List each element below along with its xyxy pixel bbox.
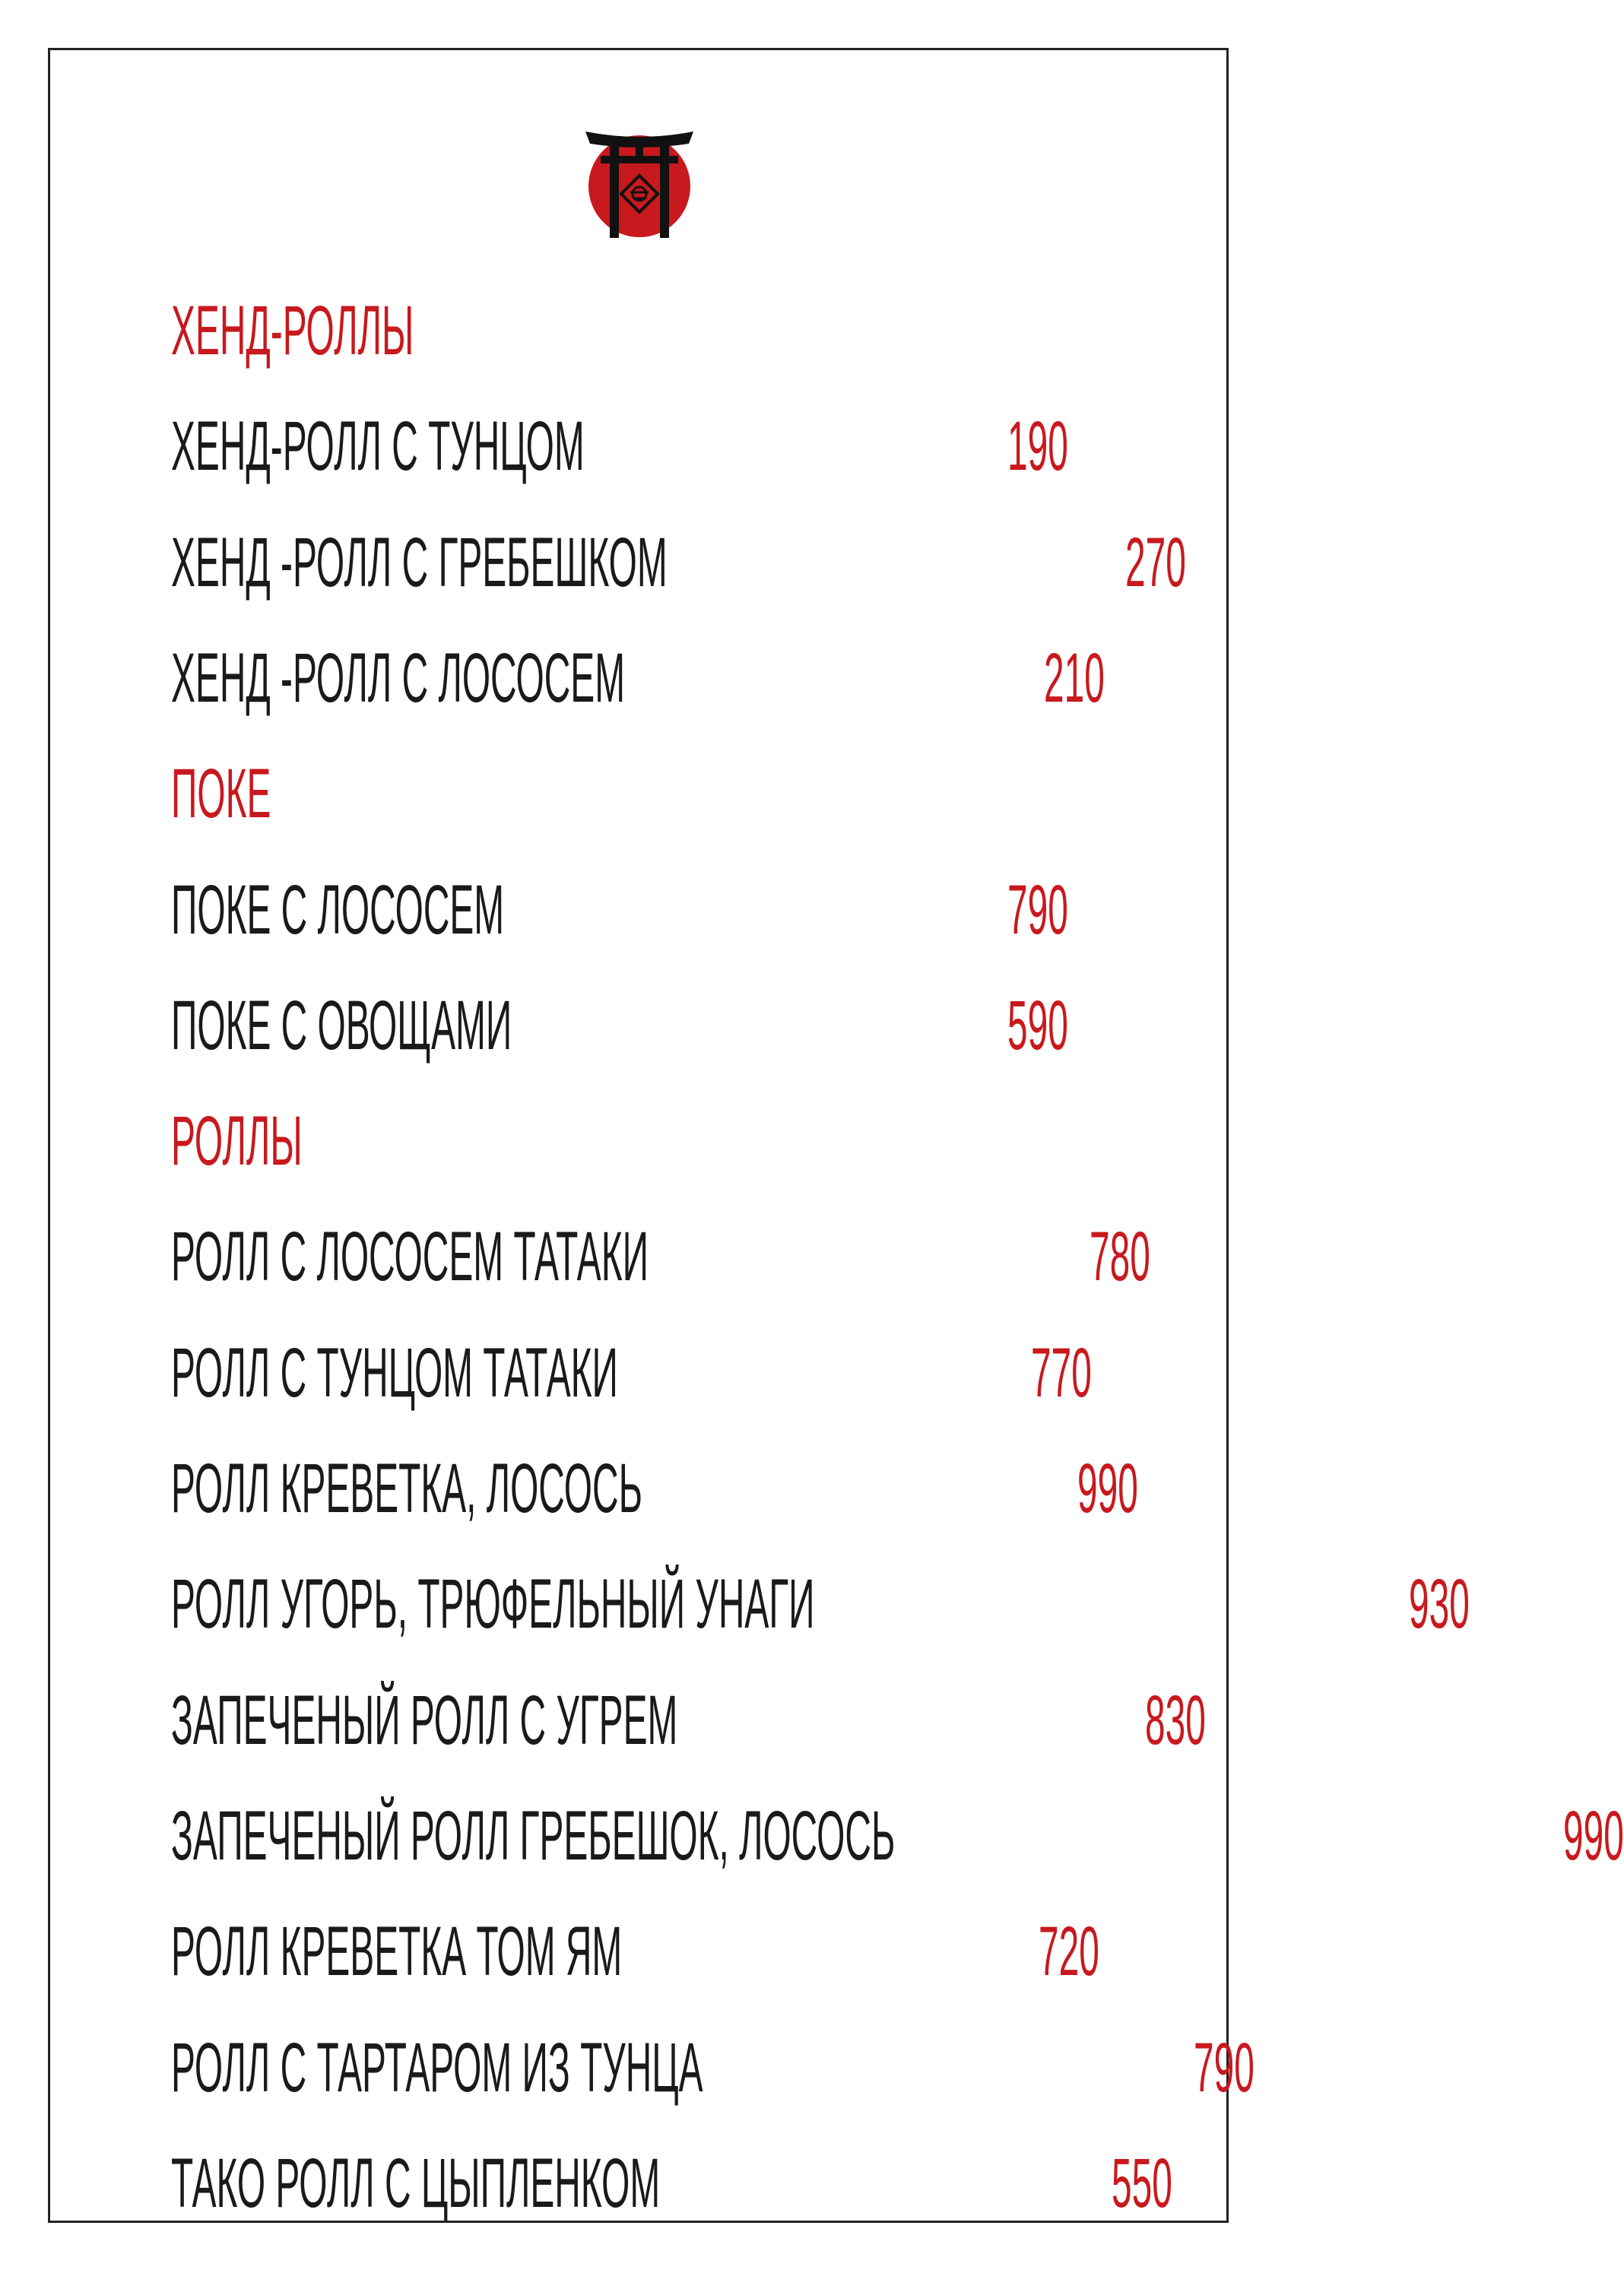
menu-item-name: РОЛЛ КРЕВЕТКА, ЛОСОСЬ [171, 1450, 642, 1527]
menu-item-price: 770 [1030, 1333, 1092, 1412]
menu-item-price-box [1111, 2142, 1172, 2225]
section-heading [171, 289, 1129, 373]
menu-item [171, 1331, 1129, 1415]
menu-item-price-box [1039, 1910, 1129, 1993]
section-heading [171, 1099, 1129, 1183]
menu-item [171, 1447, 1139, 1530]
menu-item-name: РОЛЛ С ТАРТАРОМ ИЗ ТУНЦА [171, 2028, 703, 2107]
section-heading [171, 752, 1129, 835]
menu-item-price-box [1031, 1331, 1129, 1415]
section-title: РОЛЛЫ [171, 1102, 303, 1181]
menu-item-price: 930 [1409, 1565, 1470, 1644]
menu-item-name: ЗАПЕЧЕНЫЙ РОЛЛ ГРЕБЕШОК, ЛОСОСЬ [171, 1796, 896, 1875]
menu-item-name: ПОКЕ С ЛОСОСЕМ [171, 870, 505, 949]
menu-item-price: 830 [1145, 1681, 1207, 1759]
menu-item-name: ТАКО РОЛЛ С ЦЫПЛЕНКОМ [171, 2144, 661, 2222]
menu-item-price-box [1089, 1215, 1150, 1298]
menu-item-price-box [1007, 984, 1129, 1067]
menu-item-price: 790 [1194, 2028, 1255, 2107]
menu-item-name: РОЛЛ КРЕВЕТКА ТОМ ЯМ [171, 1913, 623, 1991]
menu-item [171, 1215, 1150, 1298]
menu-item [171, 868, 1129, 952]
menu-item [171, 1794, 1624, 1878]
menu-item-price: 210 [1044, 639, 1105, 717]
menu-item [171, 984, 1129, 1067]
menu-item [171, 1910, 1129, 1993]
menu-item [171, 1562, 1470, 1646]
menu-item [171, 521, 1187, 604]
menu-item [171, 2026, 1255, 2110]
section-title: ПОКЕ [171, 755, 271, 833]
menu-item-price: 780 [1089, 1218, 1150, 1296]
menu-item-price: 190 [1007, 407, 1068, 486]
menu-item [171, 636, 1129, 720]
menu-item-price: 270 [1125, 523, 1187, 601]
torii-gate-logo-icon [585, 125, 693, 238]
menu-item-price: 990 [1077, 1450, 1139, 1527]
menu-item-price: 990 [1563, 1796, 1624, 1875]
menu-item-name: ХЕНД -РОЛЛ С ЛОСОСЕМ [171, 639, 626, 717]
menu-item-name: ПОКЕ С ОВОЩАМИ [171, 986, 512, 1064]
menu-item-price-box [1125, 521, 1187, 604]
menu-item [171, 2142, 1172, 2225]
menu-item-name: РОЛЛ С ЛОСОСЕМ ТАТАКИ [171, 1218, 649, 1296]
menu-item-name: ЗАПЕЧЕНЫЙ РОЛЛ С УГРЕМ [171, 1681, 678, 1759]
menu-item-name: ХЕНД -РОЛЛ С ГРЕБЕШКОМ [171, 523, 668, 601]
menu-item-price-box [1007, 404, 1129, 488]
menu-item-name: РОЛЛ С ТУНЦОМ ТАТАКИ [171, 1333, 618, 1412]
menu-item [171, 1679, 1207, 1762]
menu-item-price: 590 [1007, 986, 1068, 1064]
menu-item-price: 550 [1111, 2144, 1172, 2222]
menu-item-name: РОЛЛ УГОРЬ, ТРЮФЕЛЬНЫЙ УНАГИ [171, 1565, 815, 1644]
menu-item-price: 790 [1007, 870, 1068, 949]
menu-item-price: 720 [1038, 1913, 1099, 1991]
menu-item-price-box [1044, 636, 1129, 720]
menu-item [171, 404, 1129, 488]
section-title: ХЕНД-РОЛЛЫ [171, 292, 414, 369]
menu-item-price-box [1077, 1447, 1139, 1530]
menu-item-name: ХЕНД-РОЛЛ С ТУНЦОМ [171, 407, 585, 486]
menu-item-price-box [1007, 868, 1129, 952]
